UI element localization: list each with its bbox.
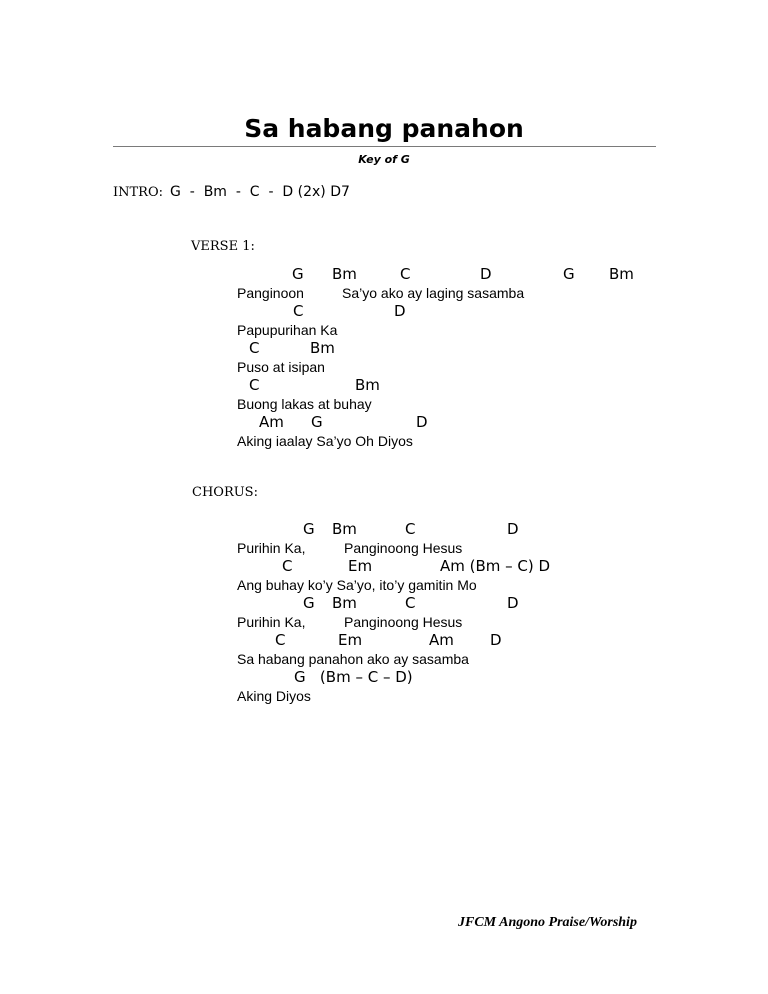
- chord: C: [275, 631, 286, 649]
- chord: G: [303, 594, 315, 612]
- lyric-line: Sa habang panahon ako ay sasamba: [237, 651, 469, 667]
- chord: C: [249, 339, 260, 357]
- chord: D: [490, 631, 502, 649]
- chord: C: [400, 265, 411, 283]
- chord: C: [249, 376, 260, 394]
- chord: D: [394, 302, 406, 320]
- chord: G (Bm – C – D): [294, 668, 413, 686]
- chord: D: [480, 265, 492, 283]
- song-title: Sa habang panahon: [244, 114, 524, 143]
- lyric-line: Panginoong Hesus: [344, 540, 463, 556]
- chord: Em: [348, 557, 373, 575]
- chord: Bm: [332, 520, 357, 538]
- verse1-label: VERSE 1:: [191, 239, 255, 254]
- song-key: Key of G: [358, 153, 410, 166]
- chord: G: [292, 265, 304, 283]
- lyric-line: Papupurihan Ka: [237, 322, 338, 338]
- chord: Em: [338, 631, 363, 649]
- chord: D: [507, 594, 519, 612]
- chord: D: [416, 413, 428, 431]
- lyric-line: Sa’yo ako ay laging sasamba: [342, 285, 525, 301]
- chord: C: [282, 557, 293, 575]
- chorus-label: CHORUS:: [192, 485, 258, 500]
- footer-credit: JFCM Angono Praise/Worship: [458, 915, 637, 930]
- lyric-line: Purihin Ka,: [237, 540, 306, 556]
- chord: Bm: [332, 265, 357, 283]
- lyric-line: Buong lakas at buhay: [237, 396, 372, 412]
- chord: Am: [259, 413, 284, 431]
- chord: C: [293, 302, 304, 320]
- chord: D: [507, 520, 519, 538]
- chord: Am: [429, 631, 454, 649]
- lyric-line: Puso at isipan: [237, 359, 325, 375]
- lyric-line: Purihin Ka,: [237, 614, 306, 630]
- chord: Bm: [310, 339, 335, 357]
- intro-label: INTRO:: [113, 185, 164, 200]
- chord: Bm: [609, 265, 634, 283]
- lyric-line: Panginoong Hesus: [344, 614, 463, 630]
- chord: C: [405, 520, 416, 538]
- title-divider: [113, 146, 656, 147]
- lyric-line: Ang buhay ko’y Sa’yo, ito’y gamitin Mo: [237, 577, 477, 593]
- chord: G: [303, 520, 315, 538]
- chord: G: [563, 265, 575, 283]
- chord: Am (Bm – C) D: [440, 557, 551, 575]
- lyric-line: Panginoon: [237, 285, 304, 301]
- intro-chords: G - Bm - C - D (2x) D7: [170, 184, 350, 200]
- lyric-line: Aking iaalay Sa’yo Oh Diyos: [237, 433, 413, 449]
- chord: C: [405, 594, 416, 612]
- lyric-line: Aking Diyos: [237, 688, 311, 704]
- chord: G: [311, 413, 323, 431]
- chord: Bm: [355, 376, 380, 394]
- chord: Bm: [332, 594, 357, 612]
